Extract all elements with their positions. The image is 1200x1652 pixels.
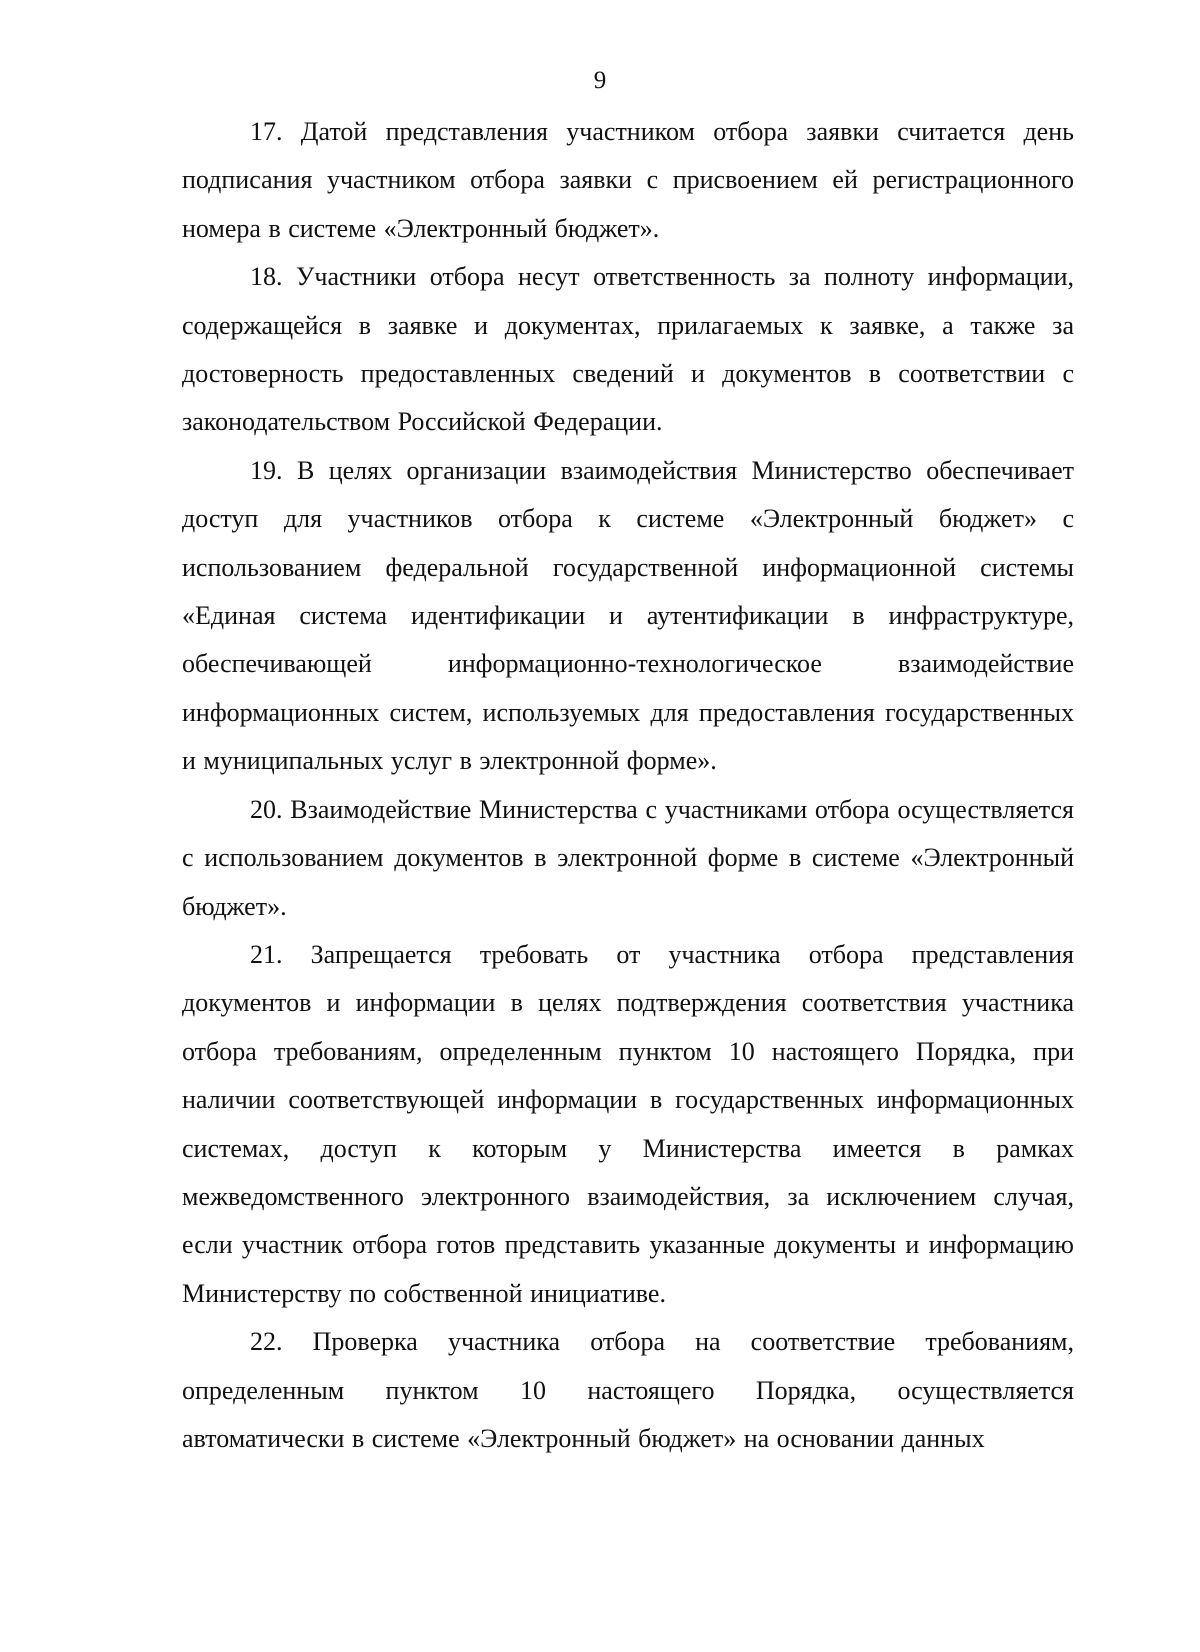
- paragraph-19: 19. В целях организации взаимодействия Министерство обеспечивает доступ для участников отбора к системе «Электронный бюджет» с использованием федеральной государственной информационной системы «Единая система идентификации и аутентификации в инфраструктуре, обеспечивающей информационно-технологическое взаимодействие информационных систем, используемых для предоставления государственных и муниципальных услуг в электронной форме».: [182, 455, 1074, 776]
- paragraph-17: 17. Датой представления участником отбора заявки считается день подписания участником отбора заявки с присвоением ей регистрационного номера в системе «Электронный бюджет».: [182, 117, 1074, 243]
- paragraph-18: 18. Участники отбора несут ответственность за полноту информации, содержащейся в заявке и документах, прилагаемых к заявке, а также за достоверность предоставленных сведений и документов в соответствии с законодательством Российской Федерации.: [182, 262, 1074, 437]
- document-body: [182, 108, 1074, 1463]
- paragraph-21: 21. Запрещается требовать от участника отбора представления документов и информации в целях подтверждения соответствия участника отбора требованиям, определенным пунктом 10 настоящего Порядка, при наличии соответствующей информации в государственных информационных системах, доступ к которым у Министерства имеется в рамках межведомственного электронного взаимодействия, за исключением случая, если участник отбора готов представить указанные документы и информацию Министерству по собственной инициативе.: [182, 939, 1074, 1308]
- paragraph-20: 20. Взаимодействие Министерства с участниками отбора осуществляется с использованием документов в электронной форме в системе «Электронный бюджет».: [182, 794, 1074, 921]
- page-number: 9: [593, 67, 607, 94]
- paragraph-22: 22. Проверка участника отбора на соответствие требованиям, определенным пунктом 10 настоящего Порядка, осуществляется автоматически в системе «Электронный бюджет» на основании данных: [182, 1327, 1074, 1453]
